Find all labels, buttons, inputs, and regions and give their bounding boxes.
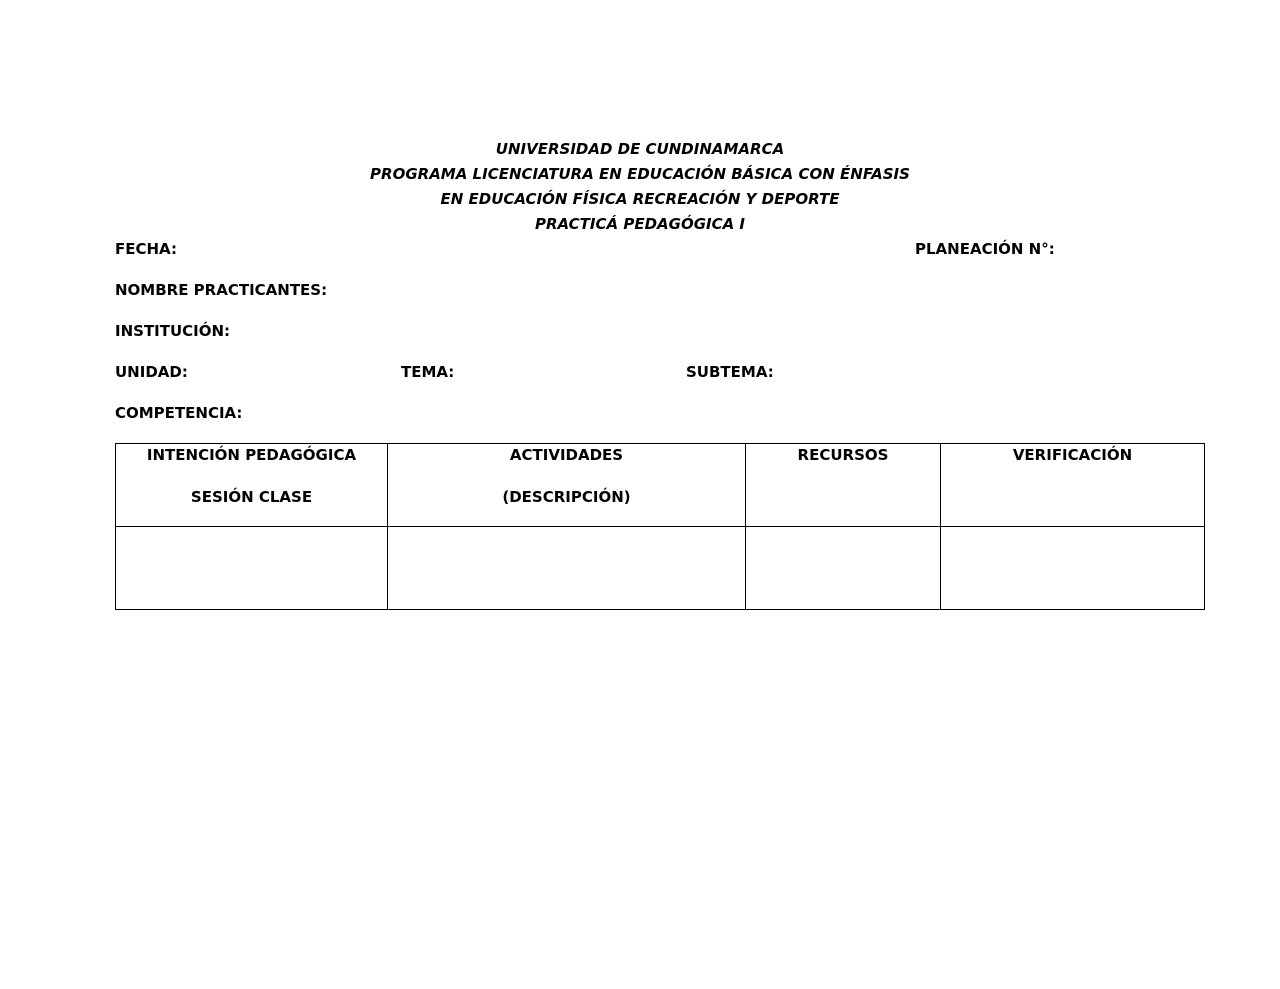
- table-header-row: [116, 444, 1205, 527]
- column-header-label: ACTIVIDADES: [509, 446, 624, 464]
- university-name: UNIVERSIDAD DE CUNDINAMARCA: [495, 140, 785, 158]
- planeacion-label: PLANEACIÓN N°:: [915, 240, 1055, 258]
- column-header-verificacion: [941, 444, 1205, 527]
- fecha-label: FECHA:: [115, 240, 177, 258]
- table-cell[interactable]: [746, 527, 941, 610]
- subtema-label: SUBTEMA:: [686, 363, 774, 381]
- table-cell[interactable]: [116, 527, 388, 610]
- table-row: [116, 527, 1205, 610]
- column-header-sublabel: SESIÓN CLASE: [190, 488, 313, 506]
- column-header-label: RECURSOS: [797, 446, 889, 464]
- practice-title: PRACTICÁ PEDAGÓGICA I: [534, 215, 746, 233]
- column-header-recursos: [746, 444, 941, 527]
- column-header-actividades: [388, 444, 746, 527]
- table-cell[interactable]: [388, 527, 746, 610]
- column-header-sublabel: (DESCRIPCIÓN): [502, 488, 631, 506]
- unidad-label: UNIDAD:: [115, 363, 188, 381]
- program-name: PROGRAMA LICENCIATURA EN EDUCACIÓN BÁSICA CON ÉNFASIS: [370, 165, 910, 183]
- tema-label: TEMA:: [401, 363, 455, 381]
- planning-table: [115, 443, 1205, 610]
- column-header-label: INTENCIÓN PEDAGÓGICA: [146, 446, 357, 464]
- column-header-label: VERIFICACIÓN: [1012, 446, 1133, 464]
- document-header: [0, 139, 1280, 239]
- program-emphasis: EN EDUCACIÓN FÍSICA RECREACIÓN Y DEPORTE: [440, 190, 840, 208]
- competencia-label: COMPETENCIA:: [115, 404, 243, 422]
- nombre-practicantes-label: NOMBRE PRACTICANTES:: [115, 281, 328, 299]
- column-header-intencion: [116, 444, 388, 527]
- table-cell[interactable]: [941, 527, 1205, 610]
- institucion-label: INSTITUCIÓN:: [115, 322, 231, 340]
